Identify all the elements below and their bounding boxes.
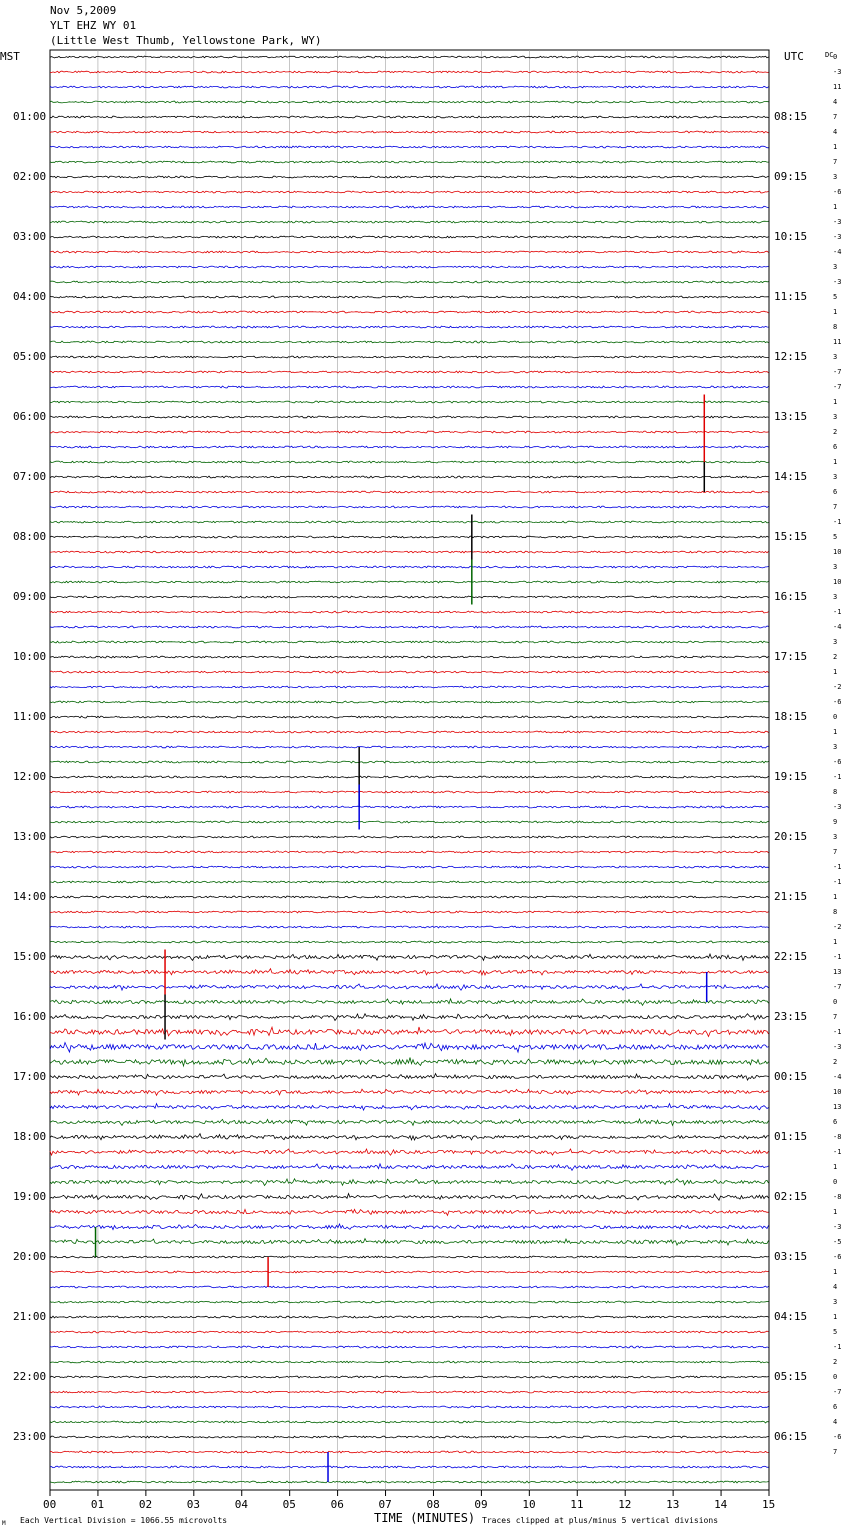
seismic-trace bbox=[50, 1043, 769, 1053]
utc-hour-label: 13:15 bbox=[774, 410, 808, 423]
dc-offset-value: 0 bbox=[833, 53, 838, 61]
dc-offset-value: 2 bbox=[833, 653, 838, 661]
dc-offset-value: 1 bbox=[833, 893, 838, 901]
dc-offset-value: 3 bbox=[833, 833, 838, 841]
utc-hour-label: 04:15 bbox=[774, 1310, 808, 1323]
utc-hour-label: 17:15 bbox=[774, 650, 808, 663]
seismic-trace bbox=[50, 851, 769, 853]
seismic-trace bbox=[50, 1027, 769, 1037]
seismic-trace bbox=[50, 1104, 769, 1111]
x-tick-label: 08 bbox=[426, 1498, 440, 1511]
utc-hour-label: 21:15 bbox=[774, 890, 808, 903]
dc-offset-value: 11 bbox=[833, 83, 842, 91]
seismic-trace bbox=[50, 176, 769, 178]
seismic-trace bbox=[50, 896, 769, 898]
utc-hour-label: 16:15 bbox=[774, 590, 808, 603]
seismic-trace bbox=[50, 236, 769, 238]
seismic-trace bbox=[50, 731, 769, 733]
dc-offset-value: -6 bbox=[833, 1433, 842, 1441]
mst-hour-label: 10:00 bbox=[13, 650, 47, 663]
dc-offset-value: 10 bbox=[833, 1088, 842, 1096]
seismic-trace bbox=[50, 386, 769, 388]
seismic-trace bbox=[50, 416, 769, 418]
seismic-trace bbox=[50, 911, 769, 913]
seismic-trace bbox=[50, 581, 769, 583]
seismic-trace bbox=[50, 1224, 769, 1230]
seismic-trace bbox=[50, 1376, 769, 1378]
dc-offset-value: 0 bbox=[833, 998, 838, 1006]
utc-hour-label: 08:15 bbox=[774, 110, 808, 123]
dc-offset-value: 3 bbox=[833, 263, 838, 271]
utc-hour-label: 23:15 bbox=[774, 1010, 808, 1023]
utc-hour-label: 12:15 bbox=[774, 350, 808, 363]
dc-offset-value: 8 bbox=[833, 908, 838, 916]
seismic-trace bbox=[50, 1149, 769, 1155]
dc-offset-value: 4 bbox=[833, 1418, 838, 1426]
mst-hour-label: 06:00 bbox=[13, 410, 47, 423]
dc-offset-value: 5 bbox=[833, 533, 838, 541]
mst-hour-label: 19:00 bbox=[13, 1190, 47, 1203]
x-tick-label: 13 bbox=[666, 1498, 680, 1511]
dc-offset-value: 2 bbox=[833, 1058, 838, 1066]
seismic-trace bbox=[50, 311, 769, 313]
x-tick-label: 02 bbox=[138, 1498, 153, 1511]
seismic-trace bbox=[50, 1256, 769, 1258]
dc-offset-value: 3 bbox=[833, 563, 838, 571]
seismic-trace bbox=[50, 461, 769, 463]
mst-hour-label: 02:00 bbox=[13, 170, 47, 183]
dc-offset-value: 3 bbox=[833, 173, 838, 181]
dc-offset-value: 10 bbox=[833, 578, 842, 586]
utc-hour-label: 18:15 bbox=[774, 710, 808, 723]
mst-hour-label: 07:00 bbox=[13, 470, 47, 483]
seismic-trace bbox=[50, 1406, 769, 1408]
dc-offset-value: -8 bbox=[833, 1133, 842, 1141]
dc-offset-value: 8 bbox=[833, 323, 838, 331]
dc-offset-value: 1 bbox=[833, 728, 838, 736]
seismic-trace bbox=[50, 656, 769, 658]
mst-hour-label: 23:00 bbox=[13, 1430, 47, 1443]
utc-hour-label: 11:15 bbox=[774, 290, 808, 303]
seismic-trace bbox=[50, 926, 769, 928]
seismic-trace bbox=[50, 116, 769, 118]
seismic-trace bbox=[50, 1436, 769, 1438]
mst-hour-label: 14:00 bbox=[13, 890, 47, 903]
dc-offset-value: 7 bbox=[833, 113, 838, 121]
dc-offset-value: -6 bbox=[833, 1253, 842, 1261]
seismic-trace bbox=[50, 999, 769, 1006]
dc-offset-value: -4 bbox=[833, 1073, 842, 1081]
mst-hour-label: 11:00 bbox=[13, 710, 47, 723]
seismic-trace bbox=[50, 1361, 769, 1363]
seismic-trace bbox=[50, 1134, 769, 1140]
utc-hour-label: 19:15 bbox=[774, 770, 808, 783]
seismic-trace bbox=[50, 371, 769, 373]
dc-offset-value: 3 bbox=[833, 743, 838, 751]
seismic-trace bbox=[50, 356, 769, 358]
dc-offset-value: 7 bbox=[833, 503, 838, 511]
dc-offset-value: 7 bbox=[833, 1448, 838, 1456]
dc-offset-value: 9 bbox=[833, 818, 838, 826]
dc-offset-value: 2 bbox=[833, 1358, 838, 1366]
mst-hour-label: 12:00 bbox=[13, 770, 47, 783]
seismic-trace bbox=[50, 326, 769, 328]
dc-offset-value: 13 bbox=[833, 1103, 842, 1111]
utc-hour-label: 01:15 bbox=[774, 1130, 808, 1143]
seismic-trace bbox=[50, 806, 769, 808]
left-axis-timezone-label: MST bbox=[0, 50, 20, 63]
dc-offset-value: -3 bbox=[833, 1043, 842, 1051]
utc-hour-label: 02:15 bbox=[774, 1190, 808, 1203]
seismic-trace bbox=[50, 969, 769, 975]
mst-hour-label: 01:00 bbox=[13, 110, 47, 123]
dc-offset-value: -2 bbox=[833, 923, 842, 931]
dc-offset-value: 5 bbox=[833, 1328, 838, 1336]
dc-offset-value: 5 bbox=[833, 293, 838, 301]
seismic-trace bbox=[50, 1271, 769, 1273]
dc-offset-value: 8 bbox=[833, 788, 838, 796]
seismic-trace bbox=[50, 701, 769, 703]
dc-offset-value: 10 bbox=[833, 548, 842, 556]
seismic-trace bbox=[50, 881, 769, 883]
seismic-trace bbox=[50, 1058, 769, 1067]
x-tick-label: 15 bbox=[762, 1498, 776, 1511]
dc-offset-value: -3 bbox=[833, 803, 842, 811]
seismic-trace bbox=[50, 1301, 769, 1303]
x-tick-label: 06 bbox=[330, 1498, 344, 1511]
dc-offset-value: 6 bbox=[833, 1403, 838, 1411]
seismic-trace bbox=[50, 1481, 769, 1483]
utc-hour-label: 05:15 bbox=[774, 1370, 808, 1383]
seismic-trace bbox=[50, 641, 769, 643]
station-location: (Little West Thumb, Yellowstone Park, WY) bbox=[50, 34, 322, 47]
dc-offset-value: -6 bbox=[833, 758, 842, 766]
dc-offset-value: -1 bbox=[833, 1028, 842, 1036]
dc-offset-value: -4 bbox=[833, 248, 842, 256]
mst-hour-label: 04:00 bbox=[13, 290, 47, 303]
seismic-trace bbox=[50, 221, 769, 223]
utc-hour-label: 03:15 bbox=[774, 1250, 808, 1263]
seismic-trace bbox=[50, 1074, 769, 1081]
seismic-trace bbox=[50, 86, 769, 88]
seismic-trace bbox=[50, 131, 769, 133]
seismic-trace bbox=[50, 281, 769, 283]
dc-offset-value: -1 bbox=[833, 1343, 842, 1351]
station-code: YLT EHZ WY 01 bbox=[50, 19, 137, 32]
x-tick-label: 01 bbox=[90, 1498, 105, 1511]
utc-hour-label: 14:15 bbox=[774, 470, 808, 483]
mst-hour-label: 09:00 bbox=[13, 590, 47, 603]
x-tick-label: 00 bbox=[43, 1498, 57, 1511]
dc-offset-value: 1 bbox=[833, 1163, 838, 1171]
utc-hour-label: 15:15 bbox=[774, 530, 808, 543]
dc-offset-value: 4 bbox=[833, 98, 838, 106]
dc-offset-value: 3 bbox=[833, 1298, 838, 1306]
mst-hour-label: 08:00 bbox=[13, 530, 47, 543]
x-tick-label: 14 bbox=[714, 1498, 728, 1511]
seismic-trace bbox=[50, 1194, 769, 1201]
seismic-trace bbox=[50, 1346, 769, 1348]
utc-hour-label: 06:15 bbox=[774, 1430, 808, 1443]
dc-offset-label: DC bbox=[825, 51, 834, 59]
utc-hour-label: 20:15 bbox=[774, 830, 808, 843]
dc-offset-value: 1 bbox=[833, 398, 838, 406]
seismic-trace bbox=[50, 536, 769, 538]
dc-offset-value: 3 bbox=[833, 473, 838, 481]
dc-offset-value: -1 bbox=[833, 773, 842, 781]
scale-note: Each Vertical Division = 1066.55 microvolts bbox=[20, 1516, 228, 1525]
mst-hour-label: 13:00 bbox=[13, 830, 47, 843]
seismic-trace bbox=[50, 984, 769, 990]
dc-offset-value: -1 bbox=[833, 1148, 842, 1156]
dc-offset-value: 7 bbox=[833, 1013, 838, 1021]
seismic-trace bbox=[50, 446, 769, 448]
seismic-trace bbox=[50, 341, 769, 343]
dc-offset-value: -1 bbox=[833, 878, 842, 886]
dc-offset-value: 0 bbox=[833, 713, 838, 721]
seismic-trace bbox=[50, 56, 769, 58]
seismic-trace bbox=[50, 596, 769, 598]
dc-offset-value: 4 bbox=[833, 128, 838, 136]
corner-mark: M bbox=[2, 1520, 6, 1527]
x-tick-label: 09 bbox=[474, 1498, 488, 1511]
dc-offset-value: 1 bbox=[833, 1313, 838, 1321]
plot-frame bbox=[50, 50, 769, 1490]
dc-offset-value: -8 bbox=[833, 1193, 842, 1201]
seismic-trace bbox=[50, 206, 769, 208]
seismic-trace bbox=[50, 1014, 769, 1021]
seismic-trace bbox=[50, 1209, 769, 1215]
seismic-trace bbox=[50, 251, 769, 253]
dc-offset-value: -6 bbox=[833, 698, 842, 706]
seismic-trace bbox=[50, 431, 769, 433]
seismic-trace bbox=[50, 266, 769, 268]
seismic-trace bbox=[50, 491, 769, 493]
x-tick-label: 05 bbox=[282, 1498, 296, 1511]
record-date: Nov 5,2009 bbox=[50, 4, 117, 17]
dc-offset-value: -4 bbox=[833, 623, 842, 631]
seismic-trace bbox=[50, 1119, 769, 1125]
seismic-trace bbox=[50, 1089, 769, 1095]
dc-offset-value: 1 bbox=[833, 668, 838, 676]
right-axis-timezone-label: UTC bbox=[784, 50, 804, 63]
seismic-trace bbox=[50, 1391, 769, 1393]
dc-offset-value: 7 bbox=[833, 158, 838, 166]
seismic-trace bbox=[50, 776, 769, 778]
dc-offset-value: -3 bbox=[833, 1223, 842, 1231]
mst-hour-label: 20:00 bbox=[13, 1250, 47, 1263]
seismic-trace bbox=[50, 566, 769, 568]
dc-offset-value: 6 bbox=[833, 443, 838, 451]
dc-offset-value: 1 bbox=[833, 1268, 838, 1276]
dc-offset-value: -1 bbox=[833, 518, 842, 526]
seismic-trace bbox=[50, 836, 769, 838]
seismic-trace bbox=[50, 611, 769, 613]
dc-offset-value: -7 bbox=[833, 983, 842, 991]
dc-offset-value: 0 bbox=[833, 1178, 838, 1186]
dc-offset-value: -7 bbox=[833, 368, 842, 376]
seismic-trace bbox=[50, 746, 769, 748]
mst-hour-label: 16:00 bbox=[13, 1010, 47, 1023]
seismic-trace bbox=[50, 191, 769, 193]
x-tick-label: 12 bbox=[618, 1498, 632, 1511]
mst-hour-label: 21:00 bbox=[13, 1310, 47, 1323]
seismic-trace bbox=[50, 1239, 769, 1246]
dc-offset-value: 6 bbox=[833, 488, 838, 496]
seismic-trace bbox=[50, 761, 769, 763]
dc-offset-value: 4 bbox=[833, 1283, 838, 1291]
seismic-trace bbox=[50, 1466, 769, 1468]
x-tick-label: 04 bbox=[234, 1498, 248, 1511]
x-tick-label: 07 bbox=[378, 1498, 392, 1511]
dc-offset-value: -6 bbox=[833, 188, 842, 196]
dc-offset-value: 1 bbox=[833, 458, 838, 466]
seismic-trace bbox=[50, 1286, 769, 1288]
mst-hour-label: 18:00 bbox=[13, 1130, 47, 1143]
utc-hour-label: 22:15 bbox=[774, 950, 808, 963]
seismic-trace bbox=[50, 161, 769, 163]
clip-note: Traces clipped at plus/minus 5 vertical divisions bbox=[482, 1516, 719, 1525]
dc-offset-value: -3 bbox=[833, 68, 842, 76]
dc-offset-value: -5 bbox=[833, 1238, 842, 1246]
utc-hour-label: 00:15 bbox=[774, 1070, 808, 1083]
mst-hour-label: 15:00 bbox=[13, 950, 47, 963]
dc-offset-value: -3 bbox=[833, 233, 842, 241]
dc-offset-value: 7 bbox=[833, 848, 838, 856]
mst-hour-label: 22:00 bbox=[13, 1370, 47, 1383]
seismic-trace bbox=[50, 1421, 769, 1423]
seismic-trace bbox=[50, 954, 769, 960]
seismic-trace bbox=[50, 626, 769, 628]
seismic-trace bbox=[50, 506, 769, 508]
seismic-trace bbox=[50, 401, 769, 403]
dc-offset-value: 1 bbox=[833, 143, 838, 151]
seismic-trace bbox=[50, 686, 769, 688]
seismic-trace bbox=[50, 1331, 769, 1333]
seismic-trace bbox=[50, 1451, 769, 1453]
seismic-trace bbox=[50, 1316, 769, 1318]
dc-offset-value: -1 bbox=[833, 863, 842, 871]
seismic-trace bbox=[50, 671, 769, 673]
utc-hour-label: 09:15 bbox=[774, 170, 808, 183]
seismic-trace bbox=[50, 1179, 769, 1186]
seismic-trace bbox=[50, 866, 769, 868]
seismic-trace bbox=[50, 71, 769, 73]
seismic-trace bbox=[50, 821, 769, 823]
utc-hour-label: 10:15 bbox=[774, 230, 808, 243]
seismic-trace bbox=[50, 551, 769, 553]
dc-offset-value: -7 bbox=[833, 1388, 842, 1396]
seismic-trace bbox=[50, 791, 769, 793]
dc-offset-value: 13 bbox=[833, 968, 842, 976]
mst-hour-label: 05:00 bbox=[13, 350, 47, 363]
dc-offset-value: 2 bbox=[833, 428, 838, 436]
seismic-trace bbox=[50, 716, 769, 718]
dc-offset-value: 1 bbox=[833, 938, 838, 946]
dc-offset-value: 11 bbox=[833, 338, 842, 346]
dc-offset-value: 3 bbox=[833, 353, 838, 361]
dc-offset-value: 1 bbox=[833, 203, 838, 211]
seismic-trace bbox=[50, 521, 769, 523]
dc-offset-value: 3 bbox=[833, 593, 838, 601]
x-tick-label: 03 bbox=[186, 1498, 201, 1511]
seismic-trace bbox=[50, 1164, 769, 1171]
x-tick-label: 10 bbox=[522, 1498, 536, 1511]
dc-offset-value: 0 bbox=[833, 1373, 838, 1381]
dc-offset-value: 1 bbox=[833, 1208, 838, 1216]
seismic-trace bbox=[50, 476, 769, 478]
mst-hour-label: 17:00 bbox=[13, 1070, 47, 1083]
dc-offset-value: -3 bbox=[833, 218, 842, 226]
seismic-trace bbox=[50, 296, 769, 298]
dc-offset-value: 3 bbox=[833, 638, 838, 646]
dc-offset-value: -3 bbox=[833, 278, 842, 286]
dc-offset-value: -1 bbox=[833, 608, 842, 616]
dc-offset-value: 1 bbox=[833, 308, 838, 316]
dc-offset-value: -2 bbox=[833, 683, 842, 691]
mst-hour-label: 03:00 bbox=[13, 230, 47, 243]
dc-offset-value: 6 bbox=[833, 1118, 838, 1126]
seismic-trace bbox=[50, 101, 769, 103]
dc-offset-value: -1 bbox=[833, 953, 842, 961]
x-tick-label: 11 bbox=[570, 1498, 584, 1511]
dc-offset-value: 3 bbox=[833, 413, 838, 421]
seismic-trace bbox=[50, 941, 769, 943]
dc-offset-value: -7 bbox=[833, 383, 842, 391]
x-axis-title: TIME (MINUTES) bbox=[374, 1511, 476, 1525]
seismic-trace bbox=[50, 146, 769, 148]
